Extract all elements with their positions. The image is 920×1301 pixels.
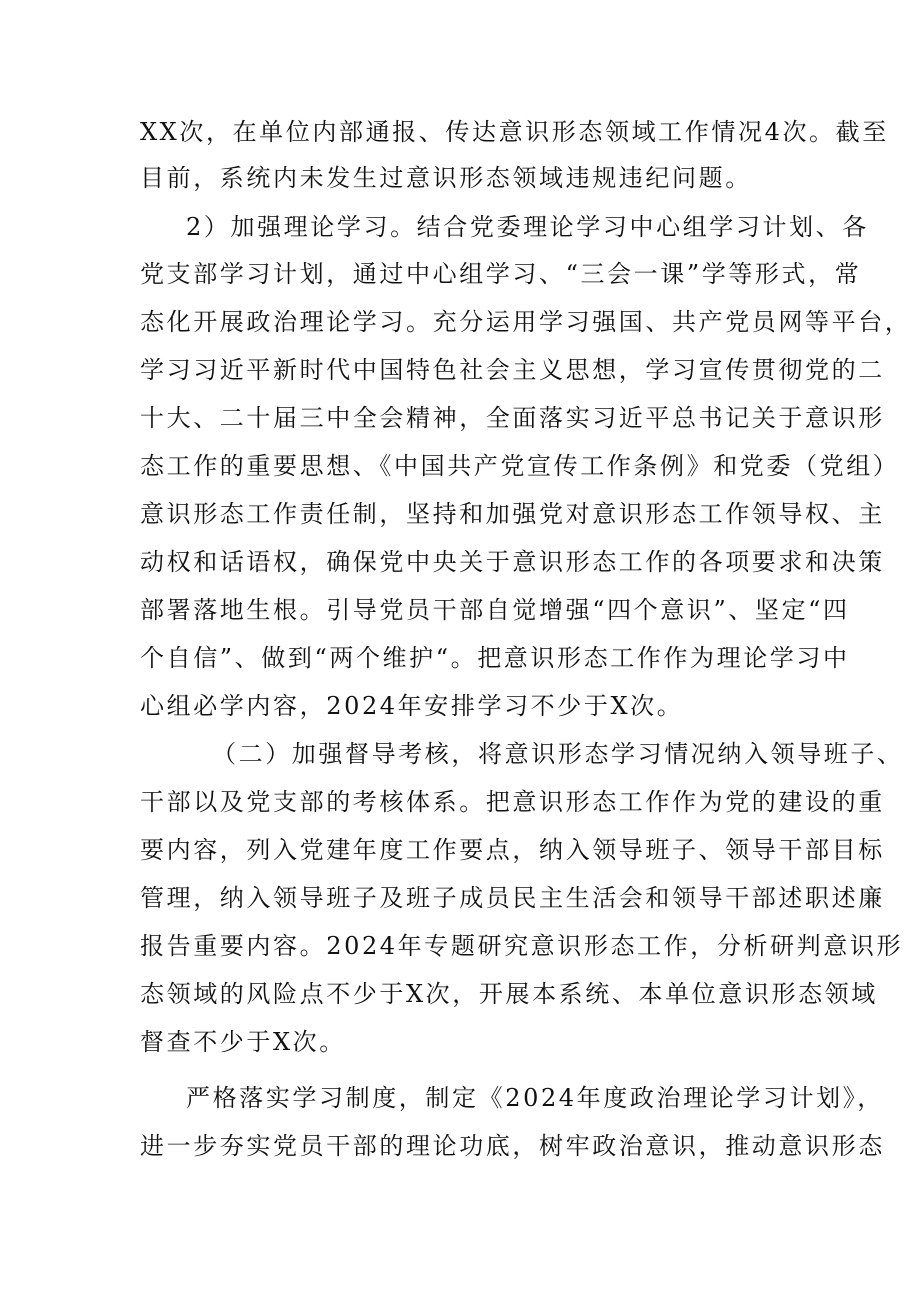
text-line: XX次，在单位内部通报、传达意识形态领域工作情况4次。截至 <box>140 118 889 146</box>
paragraph-start-line: （二）加强督导考核，将意识形态学习情况纳入领导班子、 <box>212 740 904 768</box>
text-line: 学习习近平新时代中国特色社会主义思想，学习宣传贯彻党的二 <box>140 356 885 384</box>
text-line: 十大、二十届三中全会精神，全面落实习近平总书记关于意识形 <box>140 404 885 432</box>
text-line: 要内容，列入党建年度工作要点，纳入领导班子、领导干部目标 <box>140 836 885 864</box>
text-line: 党支部学习计划，通过中心组学习、“三会一课”学等形式，常 <box>140 260 862 288</box>
text-line: 心组必学内容，2024年安排学习不少于X次。 <box>140 692 684 720</box>
text-line: 干部以及党支部的考核体系。把意识形态工作作为党的建设的重 <box>140 788 885 816</box>
paragraph-start-line: 2）加强理论学习。结合党委理论学习中心组学习计划、各 <box>186 213 869 241</box>
text-line: 个自信”、做到“两个维护“。把意识形态工作作为理论学习中 <box>140 644 850 672</box>
text-line: 动权和话语权，确保党中央关于意识形态工作的各项要求和决策 <box>140 548 885 576</box>
text-line: 态工作的重要思想、《中国共产党宣传工作条例》和党委（党组） <box>140 452 900 480</box>
text-line: 态化开展政治理论学习。充分运用学习强国、共产党员网等平台， <box>140 308 912 336</box>
text-line: 报告重要内容。2024年专题研究意识形态工作，分析研判意识形 <box>140 932 904 960</box>
text-line: 意识形态工作责任制，坚持和加强党对意识形态工作领导权、主 <box>140 500 885 528</box>
text-line: 督查不少于X次。 <box>140 1028 346 1056</box>
text-line: 态领域的风险点不少于X次，开展本系统、本单位意识形态领域 <box>140 980 878 1008</box>
text-line: 部署落地生根。引导党员干部自觉增强“四个意识”、坚定“四 <box>140 596 850 624</box>
text-line: 管理，纳入领导班子及班子成员民主生活会和领导干部述职述廉 <box>140 884 885 912</box>
paragraph-start-line: 严格落实学习制度，制定《2024年度政治理论学习计划》， <box>186 1084 884 1112</box>
text-line: 进一步夯实党员干部的理论功底，树牢政治意识，推动意识形态 <box>140 1132 885 1160</box>
text-line: 目前，系统内未发生过意识形态领域违规违纪问题。 <box>140 164 752 192</box>
